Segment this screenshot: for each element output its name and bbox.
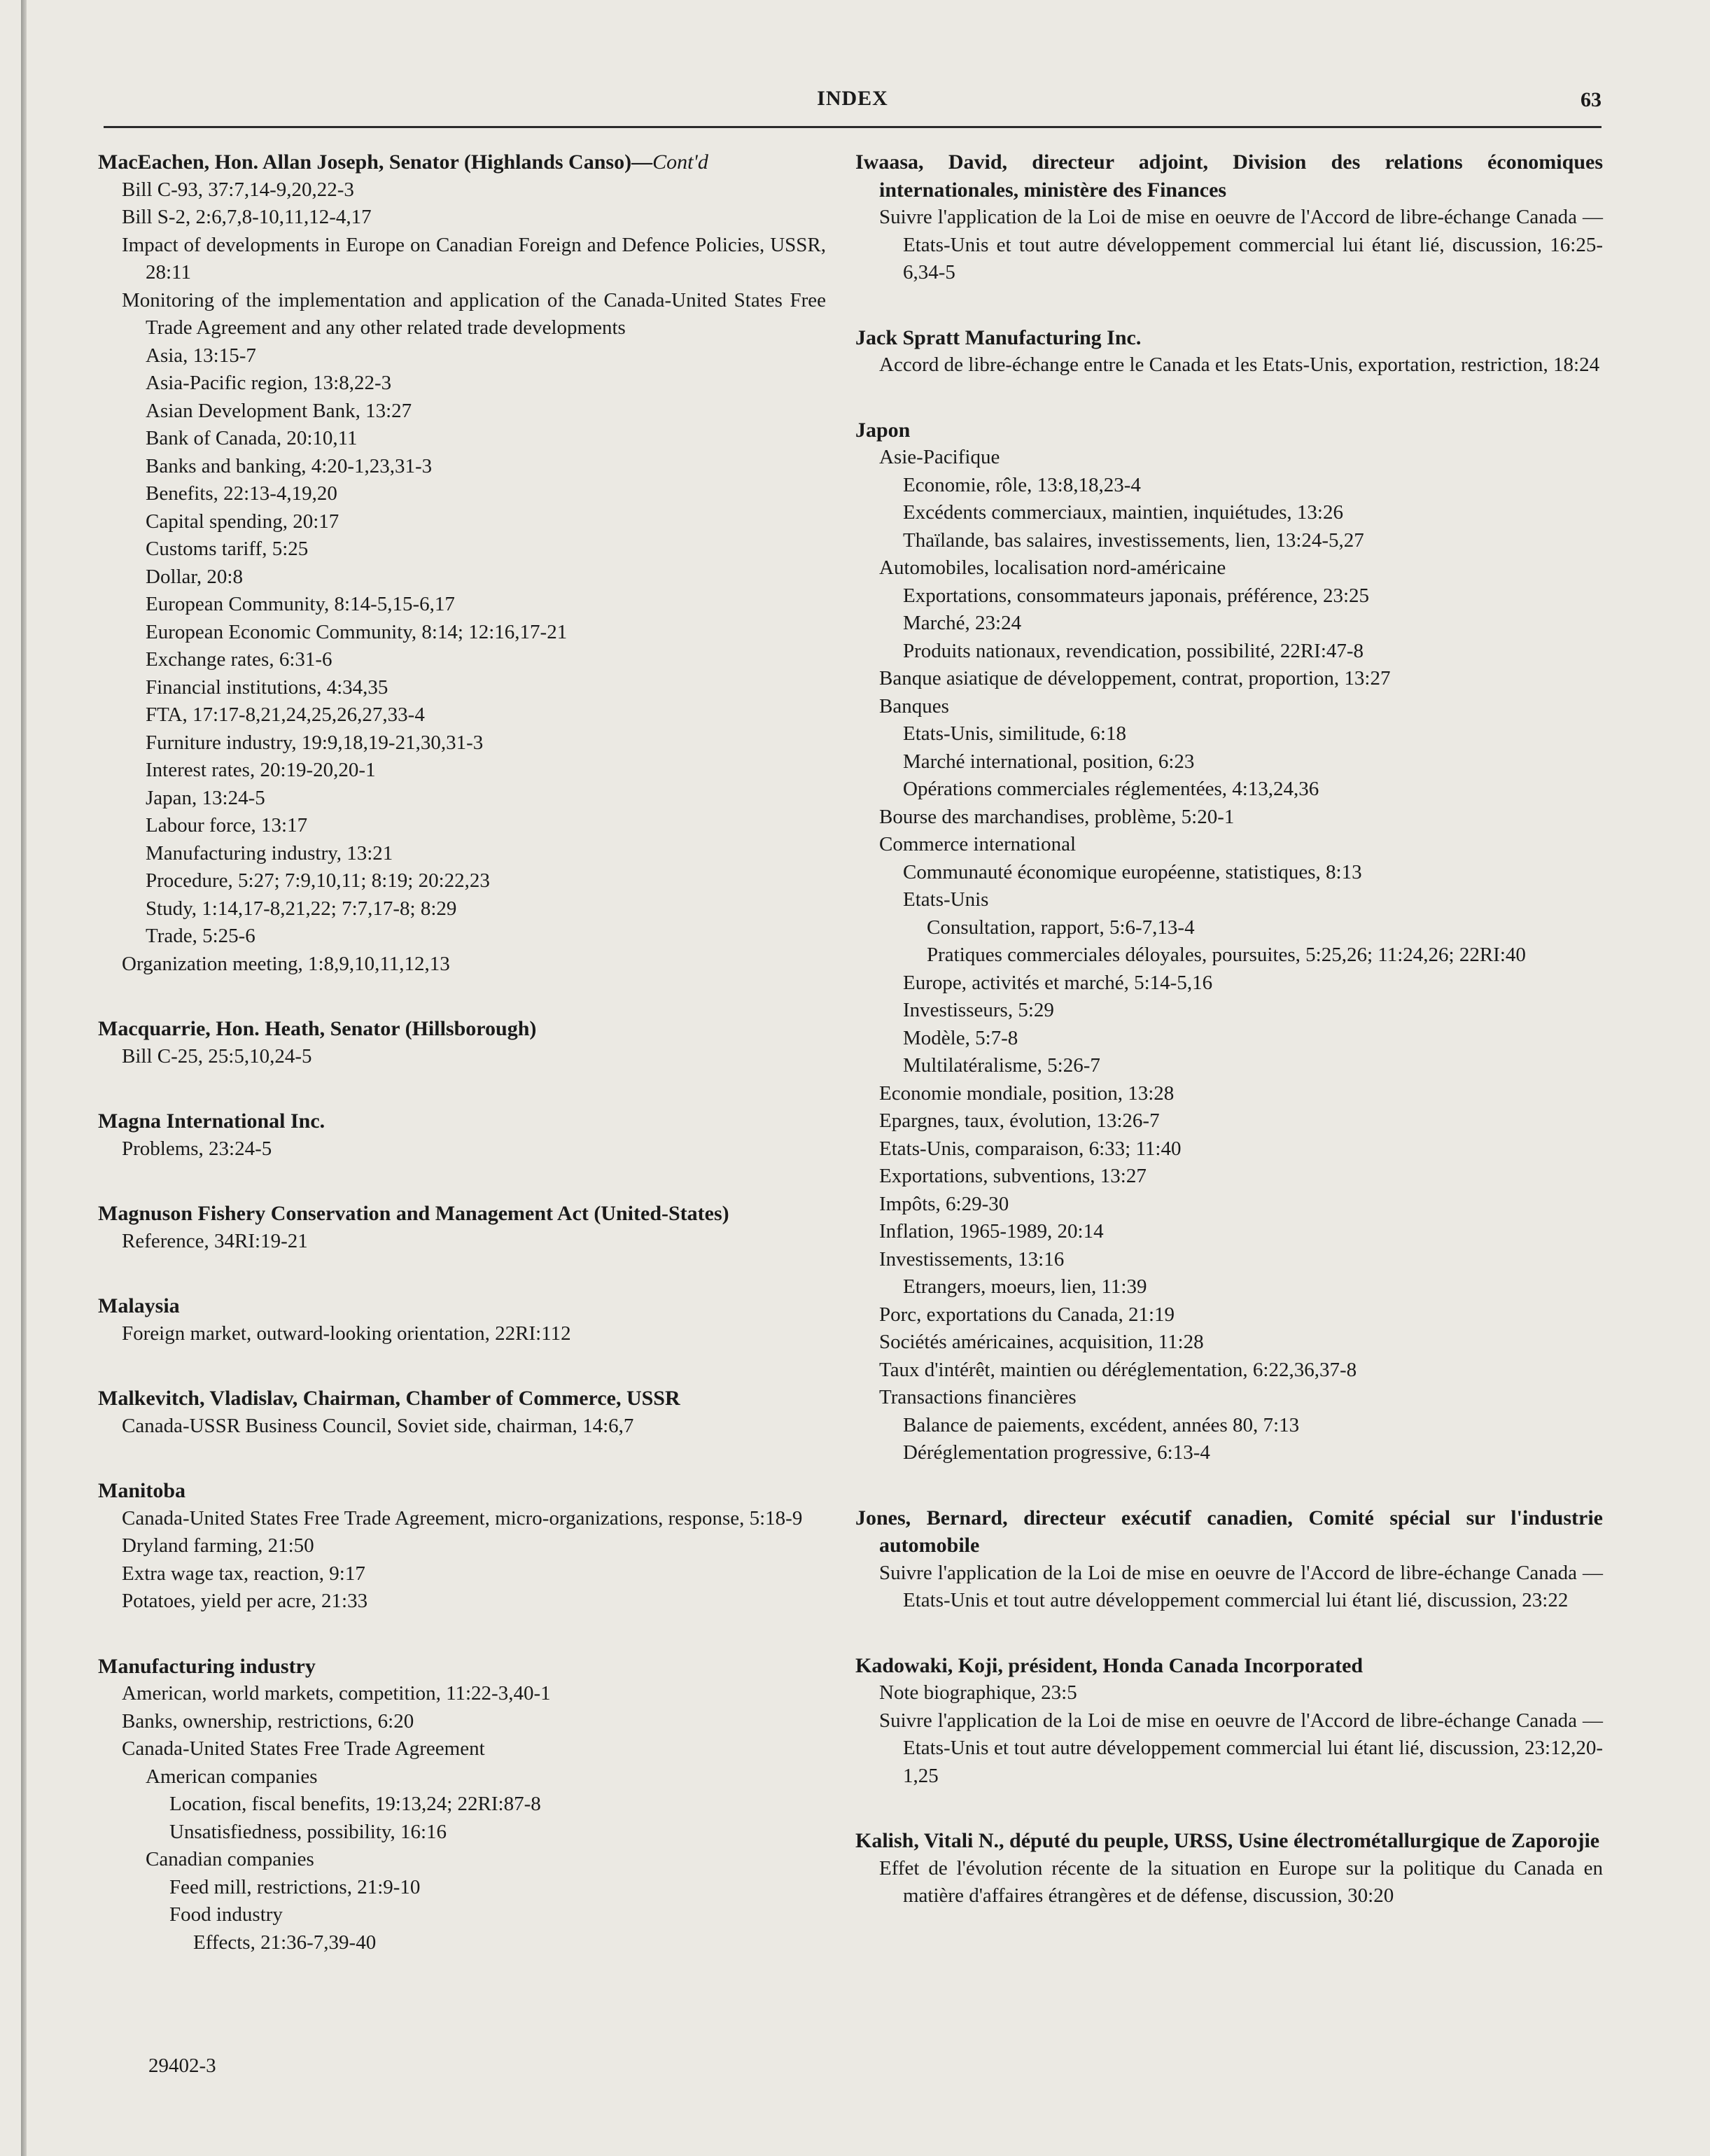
running-title: INDEX — [817, 87, 888, 110]
entry-subheading: Exchange rates, 6:31-6 — [146, 648, 332, 671]
index-entry — [98, 1015, 826, 1070]
entry-subheading: Canadian companies — [146, 1848, 314, 1870]
entry-subheading: Banques — [879, 694, 949, 718]
entry-subheading: Extra wage tax, reaction, 9:17 — [122, 1562, 365, 1585]
entry-subheading: Banque asiatique de développement, contrat, proportion, 13:27 — [879, 667, 1391, 690]
entry-subheading: American, world markets, competition, 11:22-3,40-1 — [122, 1682, 551, 1704]
entry-heading — [98, 1015, 826, 1043]
entry-subheading: Benefits, 22:13-4,19,20 — [146, 482, 337, 505]
entry-heading-text: Jack Spratt Manufacturing Inc. — [855, 326, 1142, 349]
entry-subheading: Manufacturing industry, 13:21 — [146, 841, 393, 864]
running-head — [104, 83, 1602, 128]
entry-subheading: Etats-Unis, comparaison, 6:33; 11:40 — [879, 1137, 1182, 1160]
index-entry — [855, 324, 1603, 379]
entry-subheading: Commerce international — [879, 833, 1077, 855]
entry-subheading: American companies — [146, 1765, 318, 1788]
entry-subheading: Banks, ownership, restrictions, 6:20 — [122, 1709, 414, 1732]
entry-heading — [98, 1107, 826, 1135]
entry-subheading: Asie-Pacifique — [879, 446, 1000, 468]
entry-subheading: Multilatéralisme, 5:26-7 — [903, 1054, 1100, 1077]
entry-subheading: Canada-United States Free Trade Agreement, micro-organizations, response, 5:18-9 — [122, 1506, 803, 1530]
entry-subheading: Potatoes, yield per acre, 21:33 — [122, 1590, 368, 1612]
entry-heading — [855, 416, 1603, 444]
entry-subheading: Epargnes, taux, évolution, 13:26-7 — [879, 1110, 1160, 1132]
entry-subheading: Taux d'intérêt, maintien ou déréglementation, 6:22,36,37-8 — [879, 1358, 1357, 1381]
entry-heading-text: Manufacturing industry — [98, 1654, 316, 1678]
entry-subheading: Bank of Canada, 20:10,11 — [146, 427, 358, 449]
index-entry — [855, 416, 1603, 1467]
entry-subheading: Porc, exportations du Canada, 21:19 — [879, 1303, 1175, 1326]
entry-subheading: Bourse des marchandises, problème, 5:20-1 — [879, 805, 1235, 828]
index-entry — [98, 148, 826, 978]
entry-heading-text: Magnuson Fishery Conservation and Management Act (United-States) — [98, 1202, 729, 1225]
entry-subheading: Impôts, 6:29-30 — [879, 1192, 1009, 1215]
entry-subheading: Trade, 5:25-6 — [146, 925, 255, 947]
entry-subheading: Automobiles, localisation nord-américaine — [879, 556, 1226, 579]
index-entry — [855, 1652, 1603, 1791]
entry-subheading: Effet de l'évolution récente de la situation en Europe sur la politique du Canada en matière d'affaires étrangères et de défense, discussion, 30:20 — [879, 1856, 1603, 1907]
entry-subheading: Food industry — [169, 1903, 283, 1926]
entry-subheading: Problems, 23:24-5 — [122, 1137, 272, 1160]
entry-subheading: European Economic Community, 8:14; 12:16,17-21 — [146, 620, 568, 643]
entry-subheading: Procedure, 5:27; 7:9,10,11; 8:19; 20:22,23 — [146, 869, 490, 892]
entry-subheading: Déréglementation progressive, 6:13-4 — [903, 1441, 1210, 1464]
index-entry — [855, 1504, 1603, 1615]
entry-subheading: Financial institutions, 4:34,35 — [146, 676, 388, 699]
entry-subheading: Economie, rôle, 13:8,18,23-4 — [903, 473, 1141, 496]
entry-subheading: Suivre l'application de la Loi de mise en oeuvre de l'Accord de libre-échange Canada — Etats-Unis et tout autre développement commercial lui étant lié, discussion, 23:12,20-1,25 — [879, 1709, 1603, 1787]
entry-subheading: Suivre l'application de la Loi de mise en oeuvre de l'Accord de libre-échange Canada — Etats-Unis et tout autre développement commercial lui étant lié, discussion, 16:25-6,34-5 — [879, 206, 1603, 284]
entry-subheading: Sociétés américaines, acquisition, 11:28 — [879, 1331, 1204, 1353]
entry-subheading: Unsatisfiedness, possibility, 16:16 — [169, 1820, 447, 1843]
entry-subheading: Exportations, consommateurs japonais, préférence, 23:25 — [903, 584, 1369, 607]
left-column — [98, 148, 826, 1994]
entry-subheading: Note biographique, 23:5 — [879, 1681, 1077, 1704]
index-entry — [98, 1477, 826, 1616]
entry-heading — [855, 1504, 1603, 1560]
page-number: 63 — [1581, 88, 1602, 111]
entry-subheading: Europe, activités et marché, 5:14-5,16 — [903, 971, 1213, 994]
entry-subheading: Marché, 23:24 — [903, 612, 1022, 634]
entry-subheading: Study, 1:14,17-8,21,22; 7:7,17-8; 8:29 — [146, 897, 457, 920]
entry-subheading: Canada-USSR Business Council, Soviet side, chairman, 14:6,7 — [122, 1414, 634, 1437]
entry-subheading: Effects, 21:36-7,39-40 — [193, 1931, 377, 1954]
entry-heading-text: Macquarrie, Hon. Heath, Senator (Hillsborough) — [98, 1017, 537, 1040]
entry-heading-text: Iwaasa, David, directeur adjoint, Division des relations économiques internationales, ministère des Finances — [855, 150, 1603, 202]
entry-heading-text: Jones, Bernard, directeur exécutif canadien, Comité spécial sur l'industrie automobile — [855, 1506, 1603, 1557]
index-entry — [98, 1200, 826, 1255]
entry-subheading: Labour force, 13:17 — [146, 814, 308, 836]
entry-subheading: Opérations commerciales réglementées, 4:13,24,36 — [903, 778, 1319, 800]
entry-subheading: Marché international, position, 6:23 — [903, 750, 1195, 773]
entry-subheading: Capital spending, 20:17 — [146, 510, 339, 533]
entry-subheading: Transactions financières — [879, 1386, 1077, 1408]
entry-heading — [855, 1827, 1603, 1855]
entry-heading-text: Malaysia — [98, 1294, 180, 1317]
entry-subheading: Asian Development Bank, 13:27 — [146, 399, 412, 422]
entry-subheading: Suivre l'application de la Loi de mise en oeuvre de l'Accord de libre-échange Canada — Etats-Unis et tout autre développement commercial lui étant lié, discussion, 23:22 — [879, 1561, 1603, 1611]
entry-heading-text: Kadowaki, Koji, président, Honda Canada Incorporated — [855, 1653, 1364, 1677]
entry-subheading: Etats-Unis, similitude, 6:18 — [903, 722, 1126, 745]
entry-subheading: Dollar, 20:8 — [146, 565, 243, 588]
entry-subheading: Feed mill, restrictions, 21:9-10 — [169, 1875, 421, 1898]
entry-heading — [855, 148, 1603, 204]
entry-subheading: Bill C-93, 37:7,14-9,20,22-3 — [122, 178, 354, 201]
entry-subheading: Investisseurs, 5:29 — [903, 999, 1054, 1021]
entry-subheading: Customs tariff, 5:25 — [146, 538, 309, 560]
entry-subheading: Dryland farming, 21:50 — [122, 1534, 314, 1557]
entry-subheading: Bill C-25, 25:5,10,24-5 — [122, 1044, 312, 1068]
entry-heading — [98, 1292, 826, 1320]
entry-subheading: Investissements, 13:16 — [879, 1247, 1065, 1270]
entry-subheading: Organization meeting, 1:8,9,10,11,12,13 — [122, 952, 450, 975]
entry-subheading: Consultation, rapport, 5:6-7,13-4 — [927, 916, 1195, 939]
entry-subheading: Banks and banking, 4:20-1,23,31-3 — [146, 454, 433, 477]
binding-edge — [21, 0, 27, 2156]
entry-subheading: Interest rates, 20:19-20,20-1 — [146, 759, 376, 781]
entry-heading-text: Malkevitch, Vladislav, Chairman, Chamber of Commerce, USSR — [98, 1387, 680, 1410]
footer-code: 29402-3 — [148, 2054, 216, 2077]
entry-subheading: Accord de libre-échange entre le Canada et les Etats-Unis, exportation, restriction, 18:24 — [879, 354, 1600, 376]
entry-subheading: Foreign market, outward-looking orientation, 22RI:112 — [122, 1322, 571, 1345]
entry-subheading: Reference, 34RI:19-21 — [122, 1229, 308, 1252]
index-entry — [98, 1653, 826, 1957]
entry-heading — [855, 324, 1603, 352]
entry-subheading: Balance de paiements, excédent, années 80, 7:13 — [903, 1413, 1300, 1436]
entry-heading — [98, 1200, 826, 1228]
entry-heading — [855, 1652, 1603, 1680]
entry-subheading: Location, fiscal benefits, 19:13,24; 22RI:87-8 — [169, 1793, 541, 1815]
entry-subheading: Etrangers, moeurs, lien, 11:39 — [903, 1275, 1147, 1298]
entry-heading-text: Kalish, Vitali N., député du peuple, URSS, Usine électrométallurgique de Zaporojie — [855, 1829, 1600, 1852]
entry-heading — [98, 1653, 826, 1681]
entry-subheading: Etats-Unis — [903, 888, 989, 911]
right-column — [855, 148, 1603, 1947]
index-entry — [98, 1292, 826, 1348]
entry-subheading: FTA, 17:17-8,21,24,25,26,27,33-4 — [146, 704, 425, 726]
entry-subheading: Excédents commerciaux, maintien, inquiétudes, 13:26 — [903, 501, 1343, 524]
entry-subheading: Furniture industry, 19:9,18,19-21,30,31-3 — [146, 731, 484, 754]
entry-subheading: Produits nationaux, revendication, possibilité, 22RI:47-8 — [903, 639, 1364, 662]
index-entry — [855, 1827, 1603, 1910]
entry-heading — [98, 148, 826, 176]
entry-heading — [98, 1477, 826, 1505]
index-entry — [855, 148, 1603, 287]
entry-subheading: Communauté économique européenne, statistiques, 8:13 — [903, 860, 1362, 883]
entry-heading-continued: Cont'd — [652, 150, 708, 174]
entry-heading — [98, 1385, 826, 1413]
entry-heading-text: Magna International Inc. — [98, 1110, 325, 1133]
entry-subheading: Thaïlande, bas salaires, investissements, lien, 13:24-5,27 — [903, 528, 1364, 552]
entry-heading-text: MacEachen, Hon. Allan Joseph, Senator (Highlands Canso)— — [98, 150, 653, 174]
entry-subheading: Canada-United States Free Trade Agreement — [122, 1737, 485, 1760]
entry-subheading: Japan, 13:24-5 — [146, 786, 265, 809]
entry-subheading: Inflation, 1965-1989, 20:14 — [879, 1220, 1104, 1242]
entry-subheading: Monitoring of the implementation and application of the Canada-United States Free Trade Agreement and any other related trade developments — [122, 288, 826, 339]
index-entry — [98, 1107, 826, 1163]
entry-subheading: Asia, 13:15-7 — [146, 344, 256, 367]
entry-subheading: Exportations, subventions, 13:27 — [879, 1165, 1147, 1187]
entry-subheading: Economie mondiale, position, 13:28 — [879, 1082, 1175, 1105]
entry-subheading: Impact of developments in Europe on Canadian Foreign and Defence Policies, USSR, 28:11 — [122, 233, 826, 284]
entry-subheading: Modèle, 5:7-8 — [903, 1026, 1018, 1049]
entry-subheading: Asia-Pacific region, 13:8,22-3 — [146, 372, 392, 394]
index-entry — [98, 1385, 826, 1440]
entry-subheading: Bill S-2, 2:6,7,8-10,11,12-4,17 — [122, 206, 372, 228]
entry-heading-text: Manitoba — [98, 1479, 186, 1502]
entry-subheading: Pratiques commerciales déloyales, poursuites, 5:25,26; 11:24,26; 22RI:40 — [927, 944, 1526, 966]
entry-heading-text: Japon — [855, 418, 911, 442]
entry-subheading: European Community, 8:14-5,15-6,17 — [146, 593, 455, 615]
